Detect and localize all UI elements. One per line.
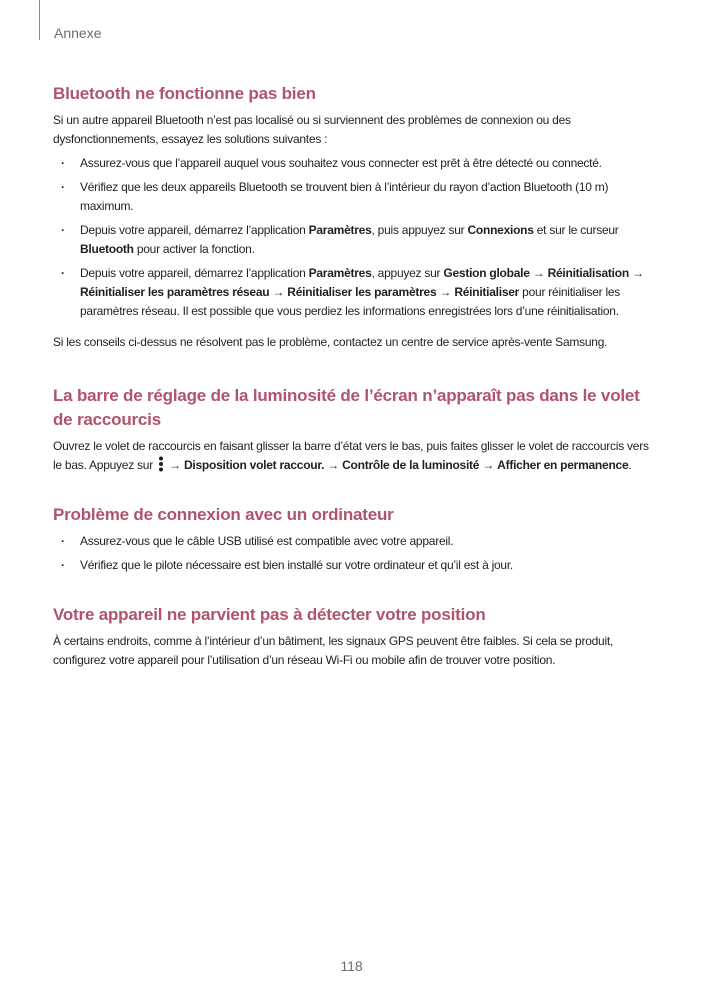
computer-tips-list xyxy=(53,532,653,575)
more-options-icon xyxy=(158,456,164,472)
menu-path-item: Connexions xyxy=(467,223,534,237)
list-item: · Assurez-vous que le câble USB utilisé est compatible avec votre appareil. xyxy=(53,532,653,551)
list-item: · Vérifiez que les deux appareils Bluetooth se trouvent bien à l’intérieur du rayon d’action Bluetooth (10 m) maximum. xyxy=(53,178,653,216)
menu-path-item: Paramètres xyxy=(308,223,372,237)
section-title-brightness: La barre de réglage de la luminosité de l’écran n’apparaît pas dans le volet de raccourcis xyxy=(53,386,640,429)
menu-path-item: Gestion globale xyxy=(443,266,530,280)
bluetooth-tips-list xyxy=(53,154,653,321)
section-title-bluetooth: Bluetooth ne fonctionne pas bien xyxy=(53,84,316,103)
menu-path-item: Réinitialiser les paramètres réseau xyxy=(80,285,270,299)
section-title-computer-connection: Problème de connexion avec un ordinateur xyxy=(53,505,394,524)
list-item: · Depuis votre appareil, démarrez l’application Paramètres, puis appuyez sur Connexions et sur le curseur Bluetooth pour activer la fonction. xyxy=(53,221,653,259)
header-rule xyxy=(39,0,40,40)
list-item: · Depuis votre appareil, démarrez l’application Paramètres, appuyez sur Gestion globale → Réinitialisation → Réinitialiser les paramètres réseau → Réinitialiser les paramètres → Réinitialiser pour réinitialiser les paramètres réseau. Il est possible que vous perdiez les informations enregistrées lors d’une réinitialisation. xyxy=(53,264,653,321)
menu-path-item: Bluetooth xyxy=(80,242,134,256)
menu-path-item: Contrôle de la luminosité xyxy=(342,458,480,472)
location-text: À certains endroits, comme à l’intérieur d’un bâtiment, les signaux GPS peuvent être faibles. Si cela se produit, configurez votre appareil pour l’utilisation d’un réseau Wi-Fi ou mobile afin de trouver votre position. xyxy=(53,634,614,667)
bluetooth-outro: Si les conseils ci-dessus ne résolvent pas le problème, contactez un centre de service après-vente Samsung. xyxy=(53,335,608,349)
menu-path-item: Réinitialisation xyxy=(547,266,629,280)
menu-path-item: Paramètres xyxy=(308,266,372,280)
page-number: 118 xyxy=(340,958,363,974)
menu-path-item: Réinitialiser les paramètres xyxy=(287,285,437,299)
list-item: · Vérifiez que le pilote nécessaire est bien installé sur votre ordinateur et qu’il est à jour. xyxy=(53,556,653,575)
list-item: · Assurez-vous que l’appareil auquel vous souhaitez vous connecter est prêt à être détecté ou connecté. xyxy=(53,154,653,173)
section-header: Annexe xyxy=(54,25,102,41)
bluetooth-intro: Si un autre appareil Bluetooth n’est pas localisé ou si surviennent des problèmes de connexion ou des dysfonctionnements, essayez les solutions suivantes : xyxy=(53,113,571,146)
menu-path-item: Afficher en permanence xyxy=(497,458,629,472)
brightness-instructions: Ouvrez le volet de raccourcis en faisant glisser la barre d’état vers le bas, puis faites glisser le volet de raccourcis vers le bas. Appuyez sur → Disposition volet raccour. → Contrôle de la luminosité → Afficher en permanence. xyxy=(53,439,649,472)
page-content xyxy=(53,82,653,670)
menu-path-item: Réinitialiser xyxy=(454,285,520,299)
section-title-location: Votre appareil ne parvient pas à détecter votre position xyxy=(53,605,486,624)
menu-path-item: Disposition volet raccour. xyxy=(184,458,325,472)
